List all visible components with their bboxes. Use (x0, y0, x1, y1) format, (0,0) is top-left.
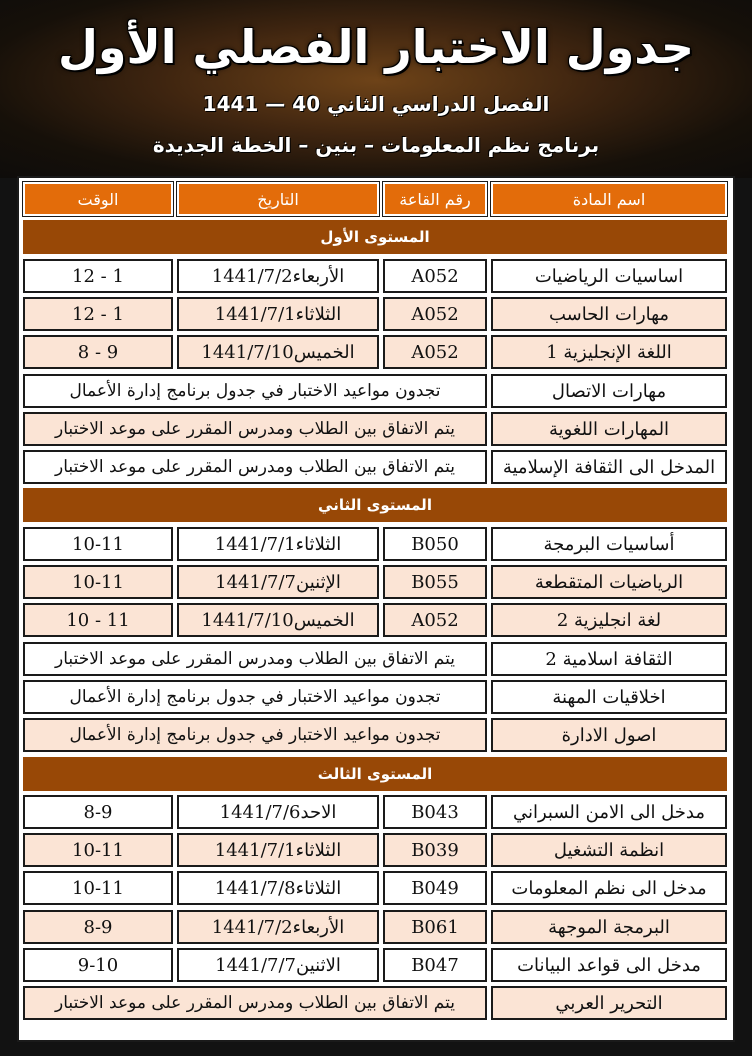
table-row (19, 986, 733, 1020)
subject-cell: اللغة الإنجليزية 1 (491, 335, 727, 369)
subject-cell: مهارات الحاسب (491, 297, 727, 331)
table-row (19, 450, 733, 484)
date-value: 1441/7/1 (214, 533, 296, 555)
date-cell (177, 565, 379, 599)
time-cell: 8-9 (23, 910, 173, 944)
date-value: 1441/7/2 (211, 916, 293, 938)
subject-cell: التحرير العربي (491, 986, 727, 1020)
room-cell: A052 (383, 259, 487, 293)
room-cell: A052 (383, 335, 487, 369)
room-cell: B043 (383, 795, 487, 829)
date-cell (177, 297, 379, 331)
note-cell: يتم الاتفاق بين الطلاب ومدرس المقرر على موعد الاختبار (23, 412, 487, 446)
column-header-subject: اسم المادة (491, 182, 727, 216)
day-label: الإثنين (296, 571, 341, 593)
table-row (19, 871, 733, 905)
date-value: 1441/7/6 (219, 801, 301, 823)
time-cell: 10-11 (23, 833, 173, 867)
subject-cell: المدخل الى الثقافة الإسلامية (491, 450, 727, 484)
subject-cell: الرياضيات المتقطعة (491, 565, 727, 599)
subject-cell: مهارات الاتصال (491, 374, 727, 408)
day-label: الاحد (300, 801, 337, 823)
date-cell (177, 259, 379, 293)
program-subtitle: برنامج نظم المعلومات – بنين – الخطة الجديدة (152, 133, 600, 157)
table-row (19, 259, 733, 293)
room-cell: A052 (383, 603, 487, 637)
room-cell: A052 (383, 297, 487, 331)
column-header-time: الوقت (23, 182, 173, 216)
date-value: 1441/7/10 (201, 341, 294, 363)
table-row (19, 565, 733, 599)
date-value: 1441/7/7 (215, 954, 296, 976)
time-cell: 12 - 1 (23, 259, 173, 293)
day-label: الخميس (293, 609, 355, 631)
table-row (19, 948, 733, 982)
date-cell (177, 603, 379, 637)
time-cell: 10-11 (23, 565, 173, 599)
note-cell: يتم الاتفاق بين الطلاب ومدرس المقرر على موعد الاختبار (23, 986, 487, 1020)
note-cell: تجدون مواعيد الاختبار في جدول برنامج إدارة الأعمال (23, 718, 487, 752)
date-value: 1441/7/1 (214, 303, 296, 325)
column-header-room: رقم القاعة (383, 182, 487, 216)
time-cell: 9-10 (23, 948, 173, 982)
subject-cell: البرمجة الموجهة (491, 910, 727, 944)
note-cell: يتم الاتفاق بين الطلاب ومدرس المقرر على موعد الاختبار (23, 450, 487, 484)
table-row (19, 833, 733, 867)
term-subtitle: الفصل الدراسي الثاني 40 — 1441 (202, 92, 550, 116)
day-label: الخميس (293, 341, 355, 363)
day-label: الاثنين (296, 954, 341, 976)
date-cell (177, 948, 379, 982)
subject-cell: اساسيات الرياضيات (491, 259, 727, 293)
level-heading: المستوى الثالث (23, 757, 727, 791)
day-label: الأربعاء (292, 916, 345, 938)
subject-cell: مدخل الى قواعد البيانات (491, 948, 727, 982)
subject-cell: أساسيات البرمجة (491, 527, 727, 561)
date-cell (177, 795, 379, 829)
subject-cell: انظمة التشغيل (491, 833, 727, 867)
room-cell: B055 (383, 565, 487, 599)
table-row (19, 603, 733, 637)
table-row (19, 680, 733, 714)
day-label: الثلاثاء (295, 839, 342, 861)
subject-cell: المهارات اللغوية (491, 412, 727, 446)
level-heading: المستوى الثاني (23, 488, 727, 522)
room-cell: B061 (383, 910, 487, 944)
day-label: الثلاثاء (295, 303, 342, 325)
room-cell: B047 (383, 948, 487, 982)
room-cell: B050 (383, 527, 487, 561)
time-cell: 10-11 (23, 527, 173, 561)
time-cell: 8 - 9 (23, 335, 173, 369)
day-label: الثلاثاء (295, 533, 342, 555)
table-row (19, 335, 733, 369)
note-cell: يتم الاتفاق بين الطلاب ومدرس المقرر على موعد الاختبار (23, 642, 487, 676)
subject-cell: مدخل الى نظم المعلومات (491, 871, 727, 905)
date-value: 1441/7/10 (201, 609, 294, 631)
header-banner (0, 0, 752, 178)
day-label: الثلاثاء (295, 877, 342, 899)
table-row (19, 412, 733, 446)
date-cell (177, 527, 379, 561)
time-cell: 12 - 1 (23, 297, 173, 331)
date-cell (177, 833, 379, 867)
date-cell (177, 871, 379, 905)
day-label: الأربعاء (292, 265, 345, 287)
room-cell: B039 (383, 833, 487, 867)
subject-cell: مدخل الى الامن السبراني (491, 795, 727, 829)
table-row (19, 527, 733, 561)
table-row (19, 910, 733, 944)
table-row (19, 718, 733, 752)
note-cell: تجدون مواعيد الاختبار في جدول برنامج إدارة الأعمال (23, 680, 487, 714)
date-value: 1441/7/1 (214, 839, 296, 861)
level-heading: المستوى الأول (23, 220, 727, 254)
subject-cell: لغة انجليزية 2 (491, 603, 727, 637)
date-value: 1441/7/2 (211, 265, 293, 287)
table-row (19, 795, 733, 829)
note-cell: تجدون مواعيد الاختبار في جدول برنامج إدارة الأعمال (23, 374, 487, 408)
table-row (19, 297, 733, 331)
table-header-row (19, 182, 733, 216)
table-row (19, 642, 733, 676)
subject-cell: اخلاقيات المهنة (491, 680, 727, 714)
date-value: 1441/7/8 (214, 877, 296, 899)
subject-cell: اصول الادارة (491, 718, 727, 752)
schedule-table (17, 176, 735, 1042)
room-cell: B049 (383, 871, 487, 905)
column-header-date: التاريخ (177, 182, 379, 216)
time-cell: 10-11 (23, 871, 173, 905)
date-cell (177, 910, 379, 944)
date-cell (177, 335, 379, 369)
table-row (19, 374, 733, 408)
page-title: جدول الاختبار الفصلي الأول (57, 20, 695, 74)
time-cell: 10 - 11 (23, 603, 173, 637)
time-cell: 8-9 (23, 795, 173, 829)
subject-cell: الثقافة اسلامية 2 (491, 642, 727, 676)
date-value: 1441/7/7 (215, 571, 296, 593)
